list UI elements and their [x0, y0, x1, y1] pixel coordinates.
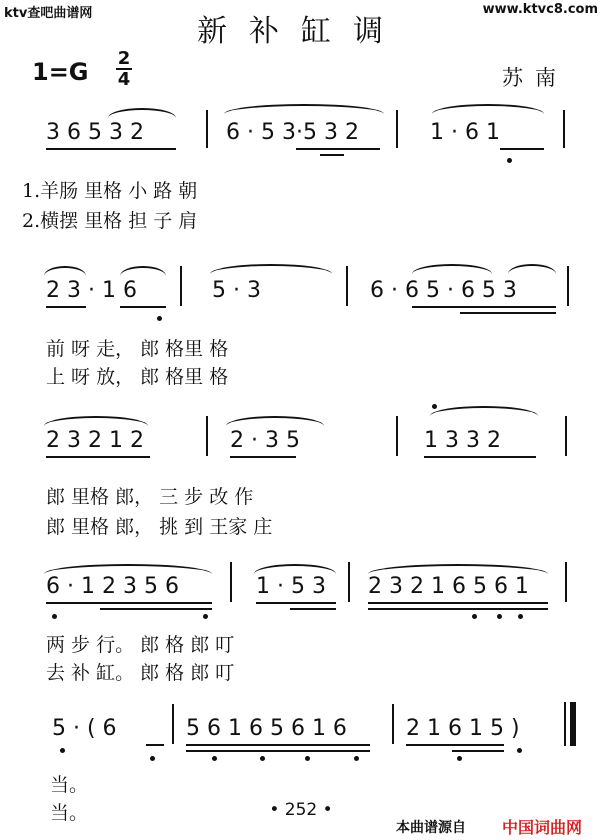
- barline: [567, 266, 569, 306]
- slur: [120, 266, 166, 276]
- duration-underline: [146, 744, 164, 746]
- barline: [346, 266, 348, 306]
- duration-underline: [406, 744, 504, 746]
- time-signature-bottom: 4: [117, 69, 131, 90]
- barline: [206, 416, 208, 456]
- lyrics-verse-1: 郎 里格 郎， 三 步 改 作: [46, 486, 254, 508]
- slur: [432, 104, 544, 114]
- watermark-left: ktv查吧曲谱网: [4, 6, 93, 21]
- measure: 2 1 6 1 5 ): [406, 716, 520, 741]
- duration-underline: [100, 608, 212, 610]
- octave-dot: [457, 756, 462, 761]
- duration-underline: [186, 744, 370, 746]
- measure: 1 · 5 3: [256, 574, 326, 599]
- octave-dot: [354, 756, 359, 761]
- barline: [392, 704, 394, 744]
- lyrics-verse-2: 2.横摆 里格 担 子 肩: [22, 210, 198, 232]
- duration-underline: [424, 456, 536, 458]
- octave-dot: [52, 614, 57, 619]
- barline: [565, 416, 567, 456]
- measure: 3 6 5 3 2: [46, 120, 144, 145]
- duration-underline: [452, 750, 504, 752]
- lyrics-verse-2: 郎 里格 郎， 挑 到 王家 庄: [46, 516, 273, 538]
- octave-dot: [518, 614, 523, 619]
- barline: [396, 110, 398, 148]
- duration-underline: [368, 608, 548, 610]
- measure: 6 · 6 5 · 6 5 3: [370, 278, 517, 303]
- measure: 2 3 · 1 6: [46, 278, 137, 303]
- measure: 1 · 6 1: [430, 120, 500, 145]
- measure: 5 6 1 6 5 6 1 6: [186, 716, 347, 741]
- key-signature: 1=G: [32, 58, 89, 86]
- song-title: 新补缸调: [197, 14, 405, 49]
- duration-underline: [460, 312, 556, 314]
- duration-underline: [296, 148, 380, 150]
- duration-underline: [290, 608, 336, 610]
- duration-underline: [412, 306, 556, 308]
- slur: [430, 406, 538, 416]
- lyrics-verse-2: 去 补 缸。 郎 格 郎 叮: [46, 662, 235, 684]
- final-barline-thick: [570, 702, 576, 746]
- duration-underline: [46, 306, 86, 308]
- barline: [565, 562, 567, 602]
- lyrics-verse-1: 1.羊肠 里格 小 路 朝: [22, 180, 198, 202]
- measure: 2 3 2 1 2: [46, 428, 144, 453]
- octave-dot: [150, 756, 155, 761]
- duration-underline: [120, 306, 166, 308]
- octave-dot: [60, 748, 65, 753]
- duration-underline: [320, 154, 344, 156]
- octave-dot: [157, 316, 162, 321]
- duration-underline: [186, 750, 370, 752]
- octave-dot: [432, 404, 437, 409]
- page-number: • 252 •: [269, 800, 333, 820]
- octave-dot: [517, 748, 522, 753]
- final-barline-thin: [564, 702, 566, 746]
- barline: [206, 110, 208, 148]
- octave-dot: [472, 614, 477, 619]
- time-signature: [116, 50, 132, 88]
- barline: [396, 416, 398, 456]
- source-text: 本曲谱源自: [396, 820, 466, 836]
- measure: 2 3 2 1 6 5 6 1: [368, 574, 529, 599]
- watermark-right: www.ktvc8.com: [482, 2, 598, 17]
- region-label: 苏南: [502, 66, 568, 90]
- lyrics-verse-1: 两 步 行。 郎 格 郎 叮: [46, 634, 235, 656]
- measure: 6 · 1 2 3 5 6: [46, 574, 179, 599]
- barline: [172, 704, 174, 744]
- measure: 1 3 3 2: [424, 428, 501, 453]
- measure: 5 · 3: [212, 278, 261, 303]
- lyrics-verse-2: 当。: [50, 802, 89, 824]
- duration-underline: [230, 456, 296, 458]
- slur: [224, 104, 384, 114]
- site-name: 中国词曲网: [502, 818, 583, 837]
- slur: [368, 564, 548, 574]
- octave-dot: [305, 756, 310, 761]
- slur: [44, 564, 212, 574]
- duration-underline: [46, 148, 176, 150]
- page-number-value: 252: [284, 800, 318, 820]
- octave-dot: [203, 614, 208, 619]
- measure: 2 · 3 5: [230, 428, 300, 453]
- octave-dot: [507, 158, 512, 163]
- slur: [108, 108, 176, 118]
- barline: [348, 562, 350, 602]
- octave-dot: [260, 756, 265, 761]
- duration-underline: [500, 148, 544, 150]
- lyrics-verse-1: 当。: [50, 774, 89, 796]
- time-signature-top: 2: [117, 48, 131, 69]
- measure: 5 · ( 6: [52, 716, 117, 741]
- octave-dot: [212, 756, 217, 761]
- slur: [412, 264, 492, 274]
- slur: [226, 416, 324, 426]
- duration-underline: [46, 602, 212, 604]
- lyrics-verse-2: 上 呀 放， 郎 格里 格: [46, 366, 229, 388]
- duration-underline: [256, 602, 336, 604]
- octave-dot: [497, 614, 502, 619]
- duration-underline: [46, 456, 150, 458]
- barline: [563, 110, 565, 148]
- slur: [44, 416, 148, 426]
- barline: [230, 562, 232, 602]
- duration-underline: [368, 602, 548, 604]
- slur: [254, 564, 336, 574]
- measure: 6 · 5 3·5 3 2: [226, 120, 359, 145]
- slur: [44, 266, 86, 276]
- barline: [180, 266, 182, 306]
- lyrics-verse-1: 前 呀 走， 郎 格里 格: [46, 338, 229, 360]
- slur: [210, 264, 332, 274]
- slur: [508, 264, 556, 274]
